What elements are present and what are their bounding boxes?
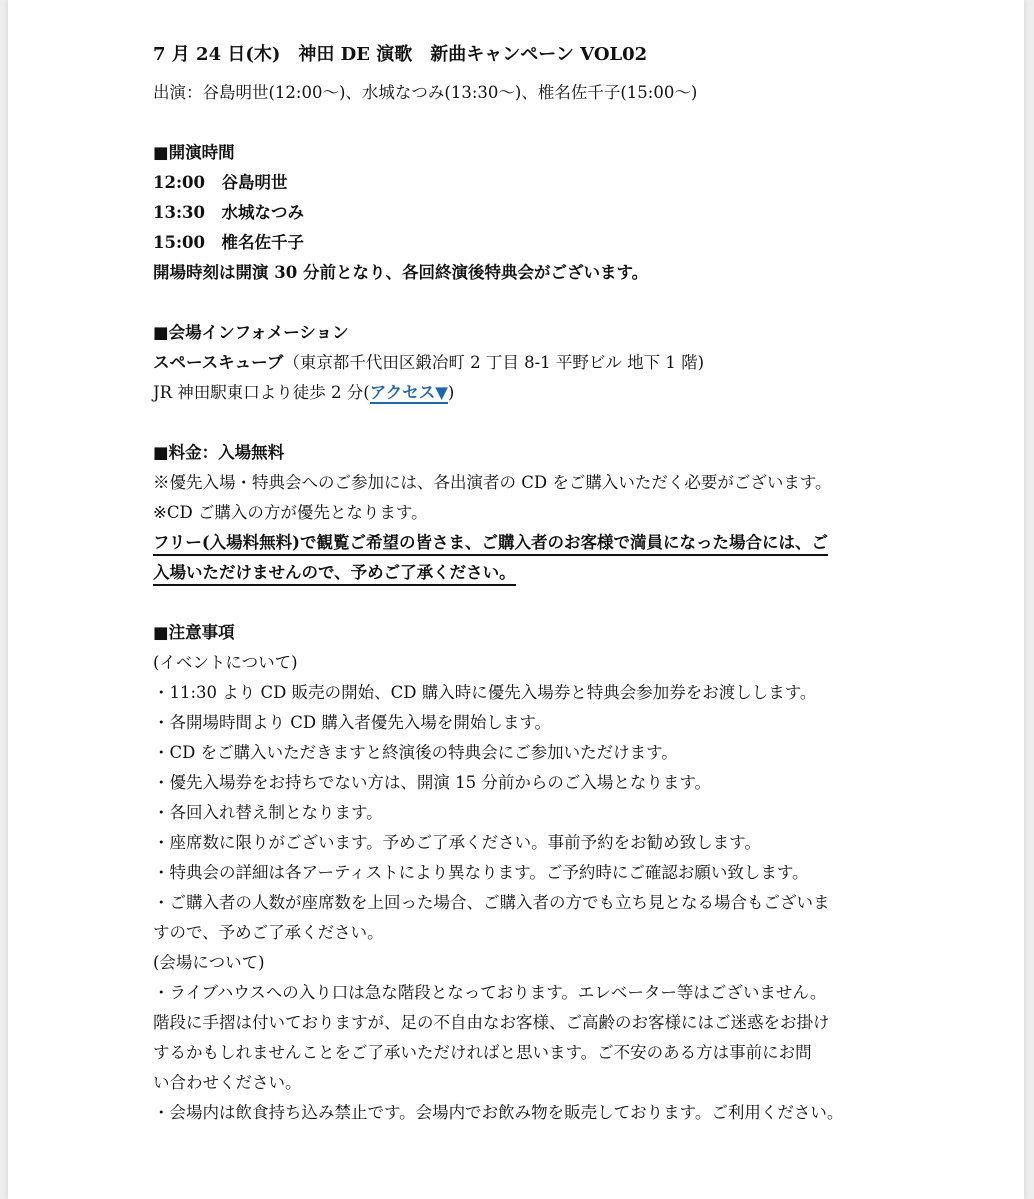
page-title: 7 月 24 日(木) 神田 DE 演歌 新曲キャンペーン VOL02 — [153, 44, 648, 65]
fee-warning-line — [153, 558, 893, 588]
fee-warning-text: 入場いただけませんので、予めご了承ください。 — [153, 563, 516, 586]
event-label: (イベントについて) — [153, 653, 298, 672]
access-prefix: JR 神田駅東口より徒歩 2 分( — [153, 383, 370, 402]
fee-heading: ■料金：入場無料 — [153, 443, 285, 462]
document-content — [153, 40, 893, 1128]
venue-access-line — [153, 378, 893, 408]
venue-label: (会場について) — [153, 953, 265, 972]
fee-note: ※CD ご購入の方が優先となります。 — [153, 503, 428, 522]
schedule-heading: ■開演時間 — [153, 143, 235, 162]
access-suffix: ) — [447, 383, 455, 402]
event-note: ・各回入れ替え制となります。 — [153, 803, 383, 822]
schedule-item: 15:00 椎名佐千子 — [153, 233, 305, 252]
schedule-item: 12:00 谷島明世 — [153, 173, 288, 192]
venue-note: ・ライブハウスへの入り口は急な階段となっております。エレベーター等はございません。 — [153, 983, 827, 1002]
fee-warning-text: フリー(入場料無料)で観覧ご希望の皆さま、ご購入者のお客様で満員になった場合には、ご — [153, 533, 828, 556]
venue-address-line — [153, 348, 893, 378]
venue-note: 階段に手摺は付いておりますが、足の不自由なお客様、ご高齢のお客様にはご迷惑をお掛け — [153, 1013, 830, 1032]
schedule-note: 開場時刻は開演 30 分前となり、各回終演後特典会がございます。 — [153, 263, 649, 282]
event-note: ・各開場時間より CD 購入者優先入場を開始します。 — [153, 713, 552, 732]
notes-heading: ■注意事項 — [153, 623, 235, 642]
document-page — [8, 0, 1024, 1199]
performers-line: 出演：谷島明世(12:00～)、水城なつみ(13:30～)、椎名佐千子(15:00～) — [153, 83, 698, 102]
event-note: すので、予めご了承ください。 — [153, 923, 384, 942]
fee-note: ※優先入場・特典会へのご参加には、各出演者の CD をご購入いただく必要がございます。 — [153, 473, 832, 492]
fee-warning-line — [153, 528, 893, 558]
venue-name: スペースキューブ — [153, 353, 284, 372]
access-link[interactable]: アクセス▼ — [369, 383, 448, 402]
event-note: ・特典会の詳細は各アーティストにより異なります。ご予約時にご確認お願い致します。 — [153, 863, 809, 882]
venue-note: ・会場内は飲食持ち込み禁止です。会場内でお飲み物を販売しております。ご利用ください。 — [153, 1103, 844, 1122]
schedule-item: 13:30 水城なつみ — [153, 203, 305, 222]
event-note: ・ご購入者の人数が座席数を上回った場合、ご購入者の方でも立ち見となる場合もございま — [153, 893, 830, 912]
venue-address: （東京都千代田区鍛冶町 2 丁目 8-1 平野ビル 地下 1 階) — [283, 353, 705, 372]
venue-note: するかもしれませんことをご了承いただければと思います。ご不安のある方は事前にお問 — [153, 1043, 812, 1062]
event-note: ・座席数に限りがございます。予めご了承ください。事前予約をお勧め致します。 — [153, 833, 761, 852]
venue-heading: ■会場インフォメーション — [153, 323, 349, 342]
venue-note: い合わせください。 — [153, 1073, 302, 1092]
event-note: ・CD をご購入いただきますと終演後の特典会にご参加いただけます。 — [153, 743, 678, 762]
event-note: ・11:30 より CD 販売の開始、CD 購入時に優先入場券と特典会参加券をお渡しします。 — [153, 683, 817, 702]
event-note: ・優先入場券をお持ちでない方は、開演 15 分前からのご入場となります。 — [153, 773, 712, 792]
